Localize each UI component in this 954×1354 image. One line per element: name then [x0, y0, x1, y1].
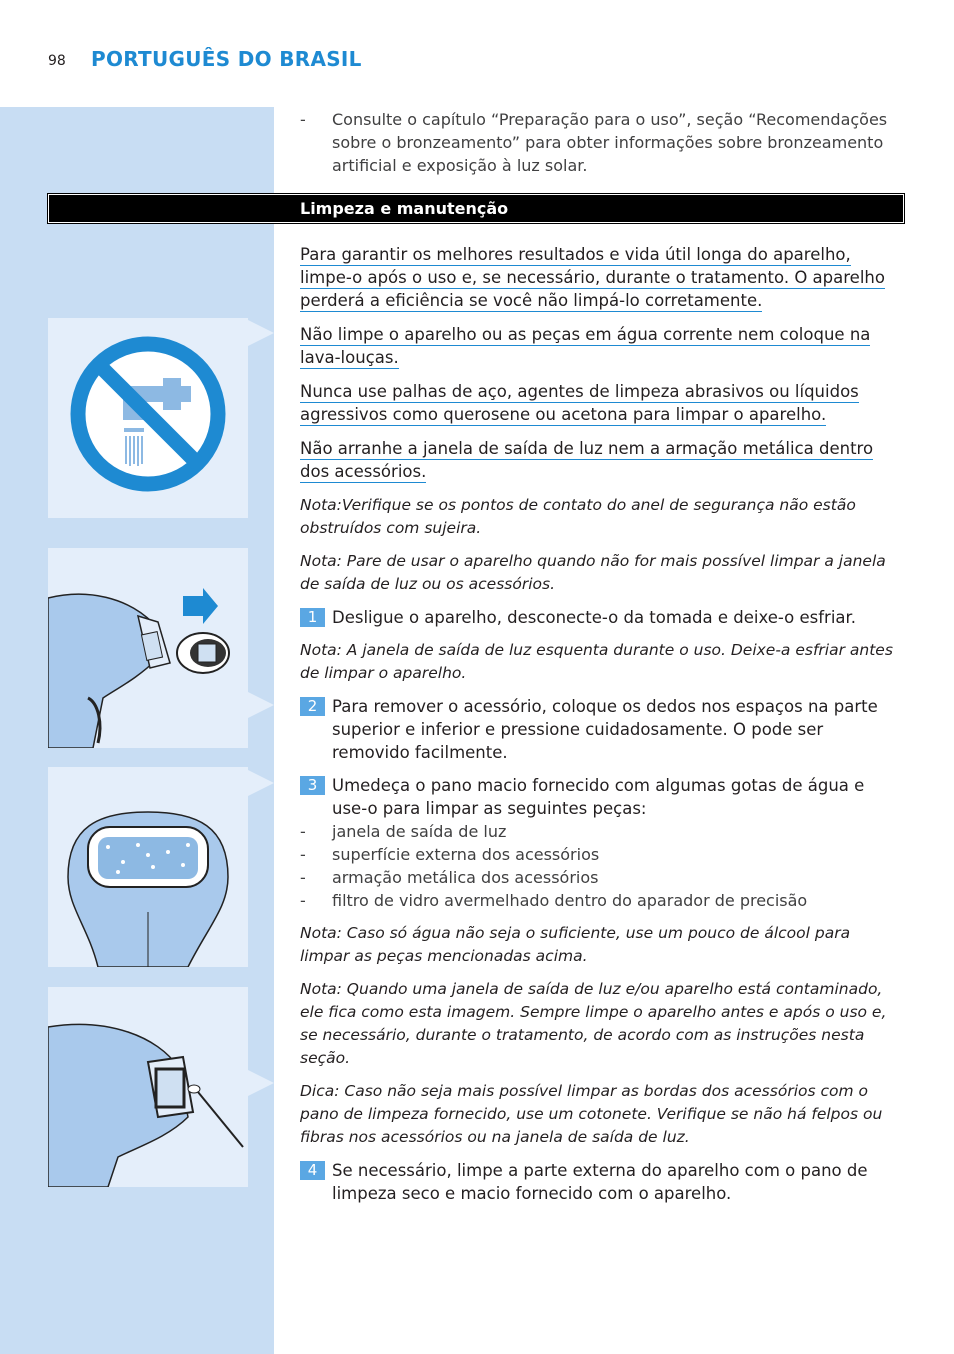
- step-text: Para remover o acessório, coloque os dedos nos espaços na parte superior e inferior e pressione cuidadosamente. O pode ser removido facilmente.: [332, 697, 878, 762]
- no-water-illustration: [48, 318, 248, 518]
- warning-4: [300, 437, 904, 483]
- bullet-dash: -: [300, 845, 306, 864]
- bullet-dash: -: [300, 891, 306, 910]
- no-water-tap-icon: [48, 318, 248, 518]
- note-window-hot: Nota: A janela de saída de luz esquenta durante o uso. Deixe-a esfriar antes de limpar o aparelho.: [300, 641, 893, 682]
- step-number: 2: [300, 697, 325, 716]
- warning-line: dos acessórios.: [300, 462, 427, 481]
- warning-line: lava-louças.: [300, 348, 399, 367]
- intro-bullet: [300, 108, 900, 177]
- image-pointer: [248, 1070, 274, 1096]
- tip-cotton-swab: Dica: Caso não seja mais possível limpar as bordas dos acessórios com o pano de limpeza fornecido, use um cotonete. Verifique se não há felpos ou fibras nos acessórios ou na janela de saída de luz.: [300, 1082, 883, 1146]
- list-item: [300, 889, 904, 912]
- step-number: 3: [300, 776, 325, 795]
- device-with-attachment-icon: [48, 548, 248, 748]
- step-text: Se necessário, limpe a parte externa do aparelho com o pano de limpeza seco e macio fornecido com o aparelho.: [332, 1161, 868, 1203]
- bullet-dash: -: [300, 110, 306, 129]
- warning-line: Para garantir os melhores resultados e vida útil longa do aparelho,: [300, 245, 851, 264]
- warning-3: [300, 380, 904, 426]
- warning-line: Não arranhe a janela de saída de luz nem a armação metálica dentro: [300, 439, 874, 458]
- remove-attachment-illustration: [48, 548, 248, 748]
- bullet-dash: -: [300, 822, 306, 841]
- list-item-text: armação metálica dos acessórios: [332, 868, 599, 887]
- warning-line: Não limpe o aparelho ou as peças em água corrente nem coloque na: [300, 325, 871, 344]
- step-text: Desligue o aparelho, desconecte-o da tomada e deixe-o esfriar.: [332, 608, 857, 627]
- note-contaminated: Nota: Quando uma janela de saída de luz e/ou aparelho está contaminado, ele fica como esta imagem. Sempre limpe o aparelho antes e após o uso e, se necessário, durante o tratamento, de acordo com as instruções nesta seção.: [300, 980, 887, 1067]
- warning-line: agressivos como querosene ou acetona para limpar o aparelho.: [300, 405, 827, 424]
- list-item-text: janela de saída de luz: [332, 822, 507, 841]
- step-4: [300, 1159, 904, 1205]
- image-pointer: [248, 692, 274, 718]
- parts-list: [300, 820, 904, 912]
- main-content: [300, 243, 904, 1215]
- cotton-swab-illustration: [48, 987, 248, 1187]
- warning-1: [300, 243, 904, 312]
- note-alcohol: Nota: Caso só água não seja o suficiente, use um pouco de álcool para limpar as peças mencionadas acima.: [300, 924, 851, 965]
- list-item: [300, 843, 904, 866]
- image-pointer: [248, 770, 274, 796]
- dirty-window-illustration: [48, 767, 248, 967]
- list-item: [300, 820, 904, 843]
- step-3: [300, 774, 904, 820]
- list-item-text: filtro de vidro avermelhado dentro do aparador de precisão: [332, 891, 808, 910]
- step-1: [300, 606, 904, 629]
- intro-text: Consulte o capítulo “Preparação para o uso”, seção “Recomendações sobre o bronzeamento” para obter informações sobre bronzeamento artificial e exposição à luz solar.: [332, 110, 888, 175]
- image-pointer: [248, 320, 274, 346]
- dirty-light-window-icon: [48, 767, 248, 967]
- bullet-dash: -: [300, 868, 306, 887]
- note-stop-using: Nota: Pare de usar o aparelho quando não for mais possível limpar a janela de saída de luz ou os acessórios.: [300, 552, 886, 593]
- warning-line: Nunca use palhas de aço, agentes de limpeza abrasivos ou líquidos: [300, 382, 859, 401]
- warning-line: limpe-o após o uso e, se necessário, durante o tratamento. O aparelho: [300, 268, 885, 287]
- warning-line: perderá a eficiência se você não limpá-lo corretamente.: [300, 291, 763, 310]
- language-title: PORTUGUÊS DO BRASIL: [91, 47, 362, 71]
- note-contact-points: Nota:Verifique se os pontos de contato do anel de segurança não estão obstruídos com sujeira.: [300, 496, 856, 537]
- section-title: Limpeza e manutenção: [300, 199, 509, 218]
- section-header: [48, 194, 904, 223]
- list-item: [300, 866, 904, 889]
- list-item-text: superfície externa dos acessórios: [332, 845, 600, 864]
- step-text: Umedeça o pano macio fornecido com algumas gotas de água e use-o para limpar as seguintes peças:: [332, 776, 865, 818]
- step-number: 1: [300, 608, 325, 627]
- step-number: 4: [300, 1161, 325, 1180]
- page-number: 98: [48, 53, 66, 69]
- warning-2: [300, 323, 904, 369]
- cotton-swab-cleaning-icon: [48, 987, 248, 1187]
- step-2: [300, 695, 904, 764]
